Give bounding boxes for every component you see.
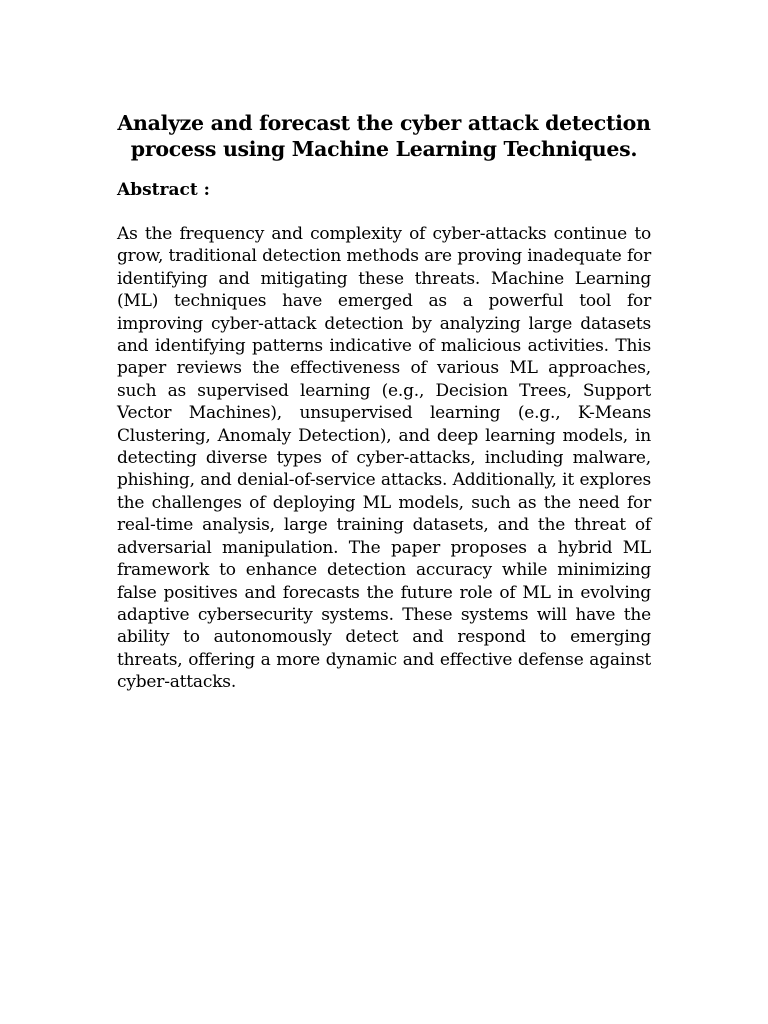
- abstract-heading: Abstract :: [117, 180, 210, 200]
- paper-title: Analyze and forecast the cyber attack detection process using Machine Learning Techniques.: [117, 111, 651, 161]
- abstract-body: As the frequency and complexity of cyber-attacks continue to grow, traditional detection methods are proving inadequate for identifying and mitigating these threats. Machine Learning (ML) techniques have emerged as a powerful tool for improving cyber-attack detection by analyzing large datasets and identifying patterns indicative of malicious activities. This paper reviews the effectiveness of various ML approaches, such as supervised learning (e.g., Decision Trees, Support Vector Machines), unsupervised learning (e.g., K-Means Clustering, Anomaly Detection), and deep learning models, in detecting diverse types of cyber-attacks, including malware, phishing, and denial-of-service attacks. Additionally, it explores the challenges of deploying ML models, such as the need for real-time analysis, large training datasets, and the threat of adversarial manipulation. The paper proposes a hybrid ML framework to enhance detection accuracy while minimizing false positives and forecasts the future role of ML in evolving adaptive cybersecurity systems. These systems will have the ability to autonomously detect and respond to emerging threats, offering a more dynamic and effective defense against cyber-attacks.: [117, 224, 651, 693]
